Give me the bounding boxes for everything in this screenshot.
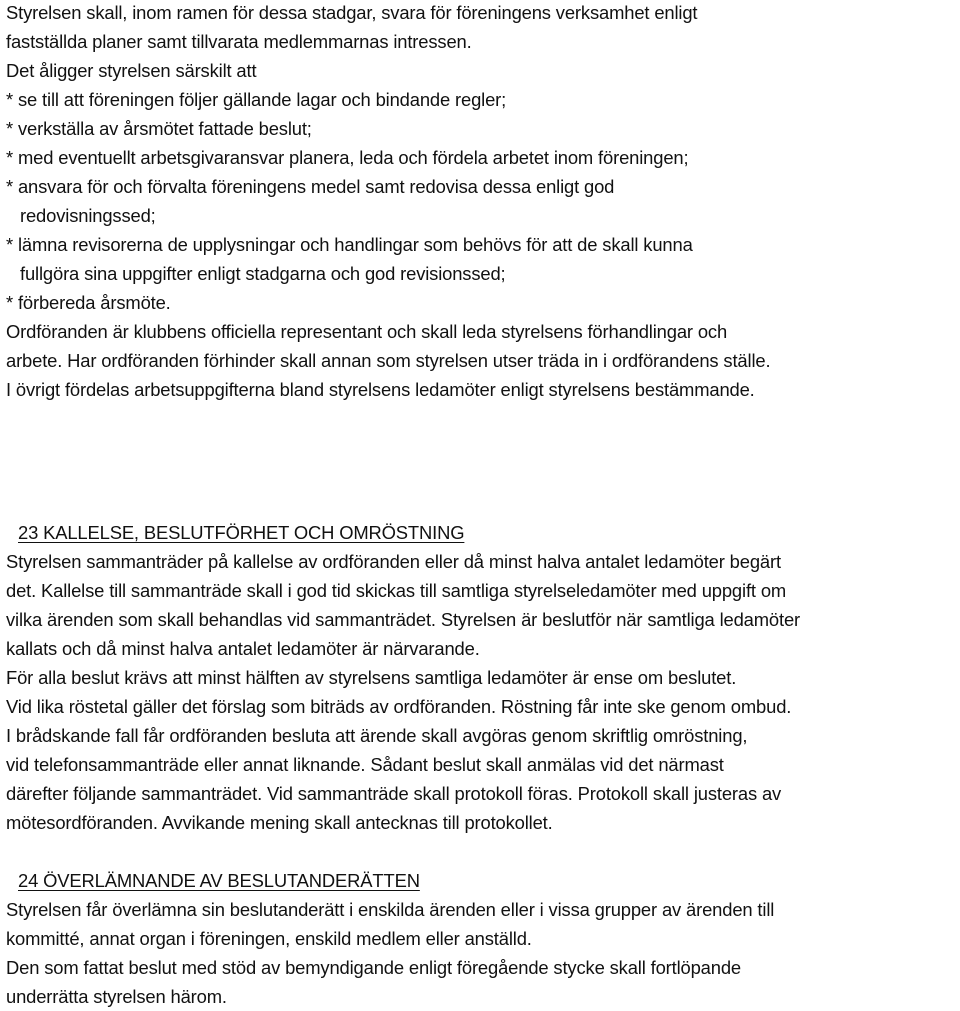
- list-item: * förbereda årsmöte.: [6, 292, 171, 313]
- text-line: det. Kallelse till sammanträde skall i god tid skickas till samtliga styrelseledamöter med uppgift om: [6, 580, 787, 601]
- text-line: Vid lika röstetal gäller det förslag som biträds av ordföranden. Röstning får inte ske genom ombud.: [6, 696, 792, 717]
- text-line: kommitté, annat organ i föreningen, enskild medlem eller anställd.: [6, 928, 532, 949]
- list-item: * se till att föreningen följer gällande lagar och bindande regler;: [6, 89, 507, 110]
- text-line: därefter följande sammanträdet. Vid sammanträde skall protokoll föras. Protokoll skall justeras av: [6, 783, 782, 804]
- text-line: För alla beslut krävs att minst hälften av styrelsens samtliga ledamöter är ense om beslutet.: [6, 667, 737, 688]
- text-line: arbete. Har ordföranden förhinder skall annan som styrelsen utser träda in i ordförandens ställe.: [6, 350, 771, 371]
- text-line: Styrelsen sammanträder på kallelse av ordföranden eller då minst halva antalet ledamöter begärt: [6, 551, 781, 572]
- text-line: I brådskande fall får ordföranden besluta att ärende skall avgöras genom skriftlig omröstning,: [6, 725, 748, 746]
- text-line: I övrigt fördelas arbetsuppgifterna bland styrelsens ledamöter enligt styrelsens bestämmande.: [6, 379, 755, 400]
- text-line: Styrelsen får överlämna sin beslutanderätt i enskilda ärenden eller i vissa grupper av ärenden till: [6, 899, 775, 920]
- section-heading-23: [6, 518, 464, 547]
- section-heading-24: [6, 866, 420, 895]
- document-page: [6, 0, 958, 1010]
- text-line: Ordföranden är klubbens officiella representant och skall leda styrelsens förhandlingar och: [6, 321, 728, 342]
- text-line: kallats och då minst halva antalet ledamöter är närvarande.: [6, 638, 480, 659]
- list-item: * verkställa av årsmötet fattade beslut;: [6, 118, 312, 139]
- text-line: mötesordföranden. Avvikande mening skall antecknas till protokollet.: [6, 812, 553, 833]
- section-heading-text: 24 ÖVERLÄMNANDE AV BESLUTANDERÄTTEN: [18, 870, 420, 891]
- text-line: Den som fattat beslut med stöd av bemyndigande enligt föregående stycke skall fortlöpande: [6, 957, 741, 978]
- text-line: Det åligger styrelsen särskilt att: [6, 60, 257, 81]
- text-line: vid telefonsammanträde eller annat liknande. Sådant beslut skall anmälas vid det närmast: [6, 754, 724, 775]
- text-line: Styrelsen skall, inom ramen för dessa stadgar, svara för föreningens verksamhet enligt: [6, 2, 698, 23]
- section-heading-text: 23 KALLELSE, BESLUTFÖRHET OCH OMRÖSTNING: [18, 522, 465, 543]
- list-item: * ansvara för och förvalta föreningens medel samt redovisa dessa enligt god: [6, 176, 615, 197]
- list-item: * med eventuellt arbetsgivaransvar planera, leda och fördela arbetet inom föreningen;: [6, 147, 689, 168]
- text-line: underrätta styrelsen härom.: [6, 986, 227, 1007]
- heading-indent: [6, 524, 18, 542]
- heading-indent: [6, 872, 18, 890]
- text-line: vilka ärenden som skall behandlas vid sammanträdet. Styrelsen är beslutför när samtliga ledamöter: [6, 609, 801, 630]
- text-line: fastställda planer samt tillvarata medlemmarnas intressen.: [6, 31, 472, 52]
- list-item: * lämna revisorerna de upplysningar och handlingar som behövs för att de skall kunna: [6, 234, 693, 255]
- list-item-continuation: redovisningssed;: [20, 205, 156, 226]
- list-item-continuation: fullgöra sina uppgifter enligt stadgarna och god revisionssed;: [20, 263, 506, 284]
